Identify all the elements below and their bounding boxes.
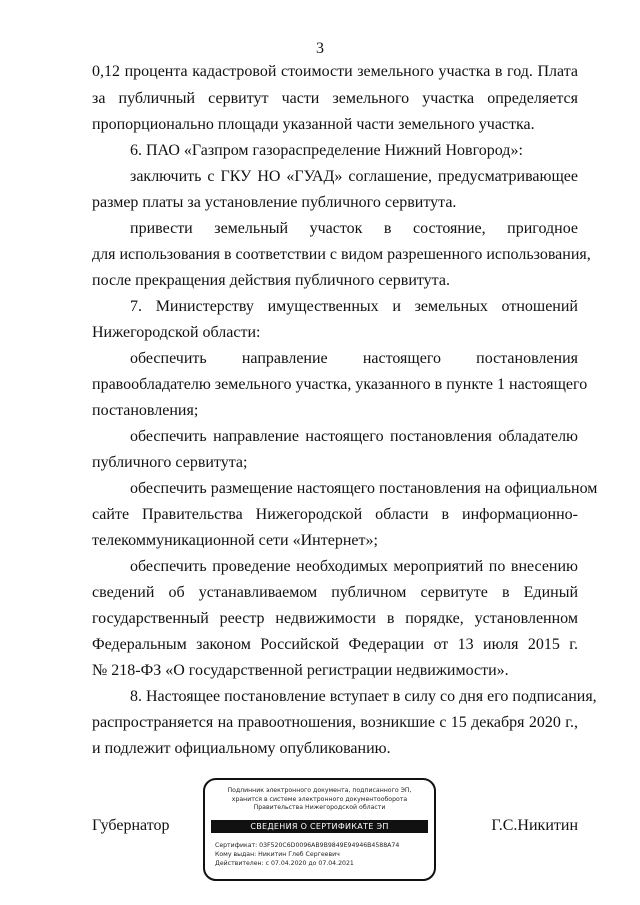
stamp-header (205, 787, 434, 813)
stamp-details (215, 841, 399, 868)
body-line: пропорционально площади указанной части земельного участка. (92, 116, 535, 133)
body-line: публичного сервитута; (92, 454, 248, 471)
signer-name: Г.С.Никитин (491, 817, 578, 834)
body-line: обеспечить размещение настоящего постановления на официальном (130, 480, 598, 497)
body-line: и подлежит официальному опубликованию. (92, 740, 391, 757)
body-line: за публичный сервитут части земельного участка определяется (92, 90, 578, 107)
body-line: телекоммуникационной сети «Интернет»; (92, 532, 378, 549)
body-line: Федеральным законом Российской Федерации от 13 июля 2015 г. (92, 636, 578, 653)
stamp-header-line: хранится в системе электронного документооборота (231, 795, 408, 803)
body-line: сведений об устанавливаемом публичном сервитуте в Единый (92, 584, 578, 601)
signer-title: Губернатор (92, 817, 170, 834)
body-line: обеспечить направление настоящего постановления (130, 350, 578, 367)
body-line: 0,12 процента кадастровой стоимости земельного участка в год. Плата (92, 63, 578, 80)
stamp-issued-to: Кому выдан: Никитин Глеб Сергеевич (215, 851, 340, 858)
body-line: 8. Настоящее постановление вступает в силу со дня его подписания, (130, 688, 597, 705)
body-line: 6. ПАО «Газпром газораспределение Нижний Новгород»: (130, 142, 523, 159)
body-line: № 218-ФЗ «О государственной регистрации недвижимости». (92, 662, 509, 679)
body-line: размер платы за установление публичного сервитута. (92, 194, 457, 211)
stamp-banner: СВЕДЕНИЯ О СЕРТИФИКАТЕ ЭП (211, 820, 428, 833)
body-line: обеспечить направление настоящего постановления обладателю (130, 428, 578, 445)
body-line: правообладателю земельного участка, указанного в пункте 1 настоящего (92, 376, 588, 393)
body-line: для использования в соответствии с видом разрешенного использования, (92, 246, 591, 263)
body-line: обеспечить проведение необходимых мероприятий по внесению (130, 558, 578, 575)
body-line: привести земельный участок в состояние, пригодное (130, 220, 578, 237)
stamp-validity: Действителен: с 07.04.2020 до 07.04.2021 (215, 860, 354, 867)
body-line: 7. Министерству имущественных и земельных отношений (130, 298, 578, 315)
stamp-certificate: Сертификат: 03F520C6D0096AB9B9849E94946B4588A74 (215, 842, 400, 849)
body-line: Нижегородской области: (92, 324, 261, 341)
stamp-header-line: Подлинник электронного документа, подписанного ЭП, (227, 787, 412, 794)
stamp-header-line: Правительства Нижегородской области (253, 804, 386, 811)
body-line: государственный реестр недвижимости в порядке, установленном (92, 610, 578, 627)
body-line: заключить с ГКУ НО «ГУАД» соглашение, предусматривающее (130, 168, 578, 185)
body-line: после прекращения действия публичного сервитута. (92, 272, 450, 289)
body-line: сайте Правительства Нижегородской области в информационно- (92, 506, 578, 523)
body-line: постановления; (92, 402, 199, 419)
body-line: распространяется на правоотношения, возникшие с 15 декабря 2020 г., (92, 714, 578, 731)
electronic-signature-stamp (203, 778, 436, 881)
page-number: 3 (316, 40, 324, 57)
